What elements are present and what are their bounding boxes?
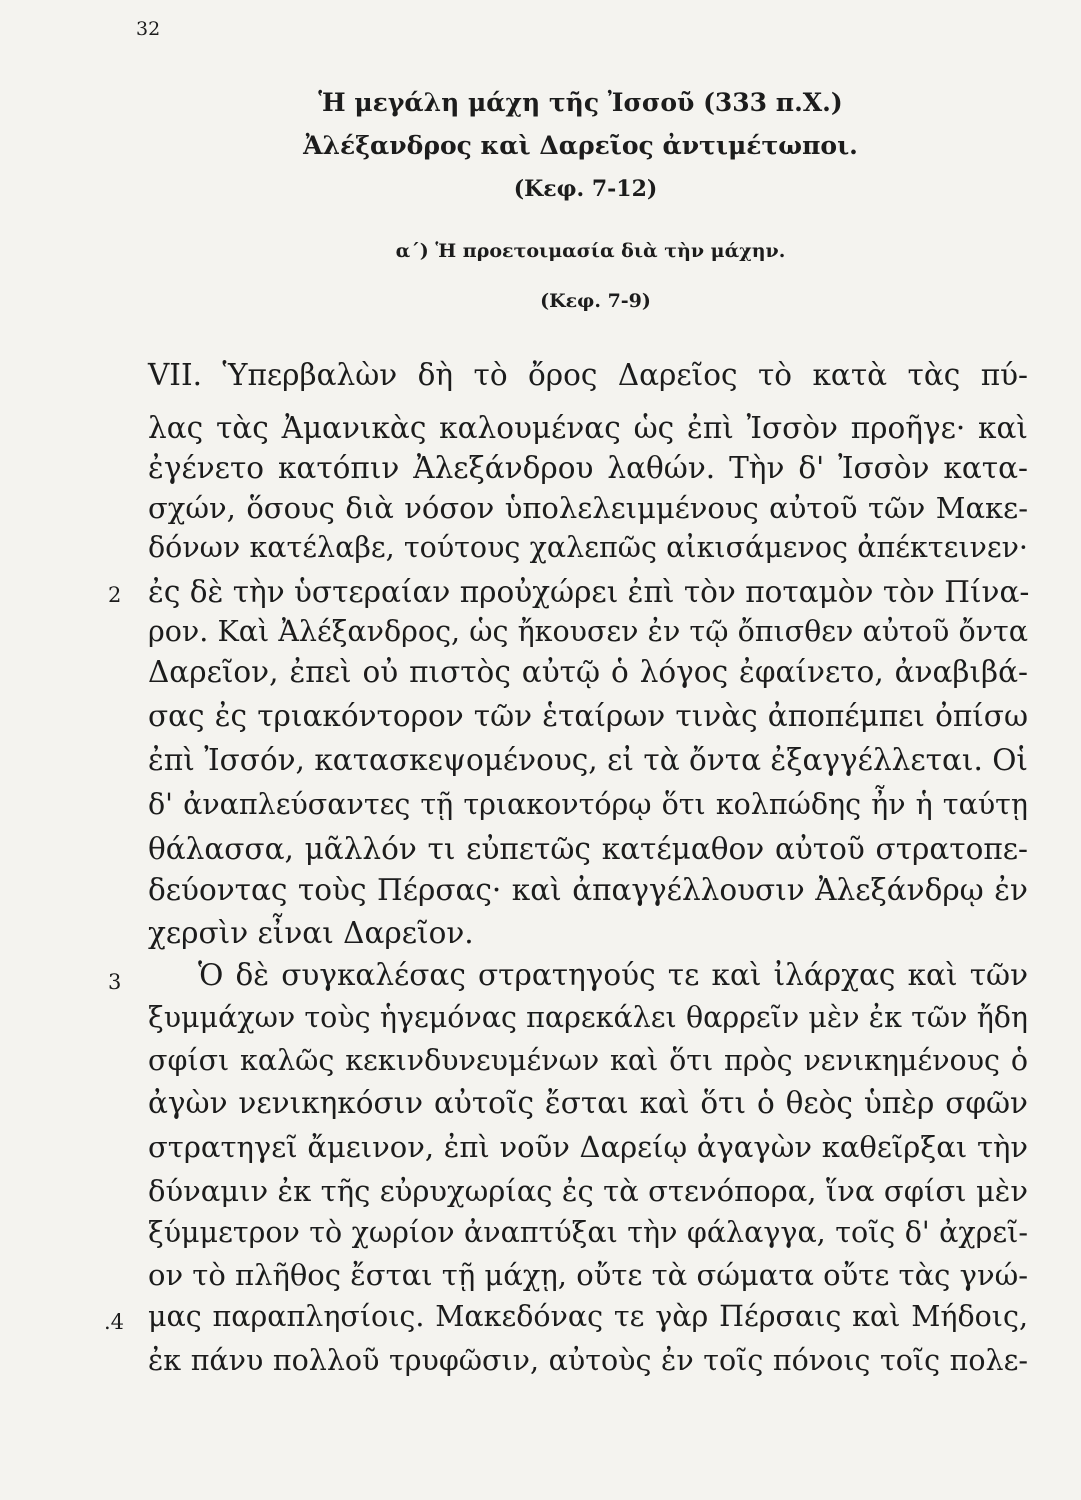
margin-paragraph-number: .4 [104,1310,125,1334]
text-line: δόνων κατέλαβε, τούτους χαλεπῶς αἰκισάμενος ἀπέκτεινεν· [148,531,1028,564]
text-line: ἐς δὲ τὴν ὑστεραίαν προὐχώρει ἐπὶ τὸν ποταμὸν τὸν Πίνα- [148,575,1030,609]
text-line: μας παραπλησίοις. Μακεδόνας τε γὰρ Πέρσαις καὶ Μήδοις, [148,1300,1028,1333]
text-line: ον τὸ πλῆθος ἔσται τῇ μάχῃ, οὔτε τὰ σώματα οὔτε τὰς γνώ- [148,1258,1029,1292]
text-line: δεύοντας τοὺς Πέρσας· καὶ ἀπαγγέλλουσιν Ἀλεξάνδρῳ ἐν [148,873,1028,907]
text-line: δ' ἀναπλεύσαντες τῇ τριακοντόρῳ ὅτι κολπώδης ἦν ἡ ταύτῃ [148,788,1028,821]
text-line: σφίσι καλῶς κεκινδυνευμένων καὶ ὅτι πρὸς νενικημένους ὁ [148,1044,1028,1077]
text-line: λας τὰς Ἀμανικὰς καλουμένας ὡς ἐπὶ Ἰσσὸν προῆγε· καὶ [148,411,1028,445]
text-line: Ὁ δὲ συγκαλέσας στρατηγούς τε καὶ ἰλάρχας καὶ τῶν [198,958,1028,992]
text-line: θάλασσα, μᾶλλόν τι εὐπετῶς κατέμαθον αὐτοῦ στρατοπε- [148,832,1028,866]
margin-paragraph-number: 2 [108,583,122,607]
chapter-range: (Κεφ. 7-12) [513,176,658,202]
text-line: ἐκ πάνυ πολλοῦ τρυφῶσιν, αὐτοὺς ἐν τοῖς πόνοις τοῖς πολε- [148,1344,1028,1377]
text-line: VII. Ὑπερβαλὼν δὴ τὸ ὄρος Δαρεῖος τὸ κατὰ τὰς πύ- [148,358,1028,392]
text-line: σχών, ὅσους διὰ νόσον ὑπολελειμμένους αὐτοῦ τῶν Μακε- [148,491,1028,525]
text-line: δύναμιν ἐκ τῆς εὐρυχωρίας ἐς τὰ στενόπορα, ἵνα σφίσι μὲν [148,1174,1028,1208]
text-line: σας ἐς τριακόντορον τῶν ἑταίρων τινὰς ἀποπέμπει ὀπίσω [148,699,1028,733]
page-number: 32 [136,18,161,40]
margin-paragraph-number: 3 [108,970,122,994]
text-line: χερσὶν εἶναι Δαρεῖον. [148,916,474,950]
section-heading: α΄) Ἡ προετοιμασία διὰ τὴν μάχην. [395,240,786,262]
text-line: ρον. Καὶ Ἀλέξανδρος, ὡς ἤκουσεν ἐν τῷ ὄπισθεν αὐτοῦ ὄντα [148,615,1028,648]
chapter-subtitle: Ἀλέξανδρος καὶ Δαρεῖος ἀντιμέτωποι. [303,131,858,160]
text-line: ξυμμάχων τοὺς ἡγεμόνας παρεκάλει θαρρεῖν μὲν ἐκ τῶν ἤδη [148,1001,1028,1034]
section-chapter-range: (Κεφ. 7-9) [540,290,651,312]
text-line: ξύμμετρον τὸ χωρίον ἀναπτύξαι τὴν φάλαγγα, τοῖς δ' ἀχρεῖ- [148,1216,1028,1249]
text-line: ἐγένετο κατόπιν Ἀλεξάνδρου λαθών. Τὴν δ' Ἰσσὸν κατα- [148,451,1028,485]
text-line: στρατηγεῖ ἄμεινον, ἐπὶ νοῦν Δαρείῳ ἀγαγὼν καθεῖρξαι τὴν [148,1130,1028,1164]
text-line: ἀγὼν νενικηκόσιν αὐτοῖς ἔσται καὶ ὅτι ὁ θεὸς ὑπὲρ σφῶν [148,1086,1028,1120]
text-line: Δαρεῖον, ἐπεὶ οὐ πιστὸς αὐτῷ ὁ λόγος ἐφαίνετο, ἀναβιβά- [148,655,1028,689]
chapter-title: Ἡ μεγάλη μάχη τῆς Ἰσσοῦ (333 π.Χ.) [318,88,843,117]
text-line: ἐπὶ Ἰσσόν, κατασκεψομένους, εἰ τὰ ὄντα ἐξαγγέλλεται. Οἱ [148,743,1028,777]
